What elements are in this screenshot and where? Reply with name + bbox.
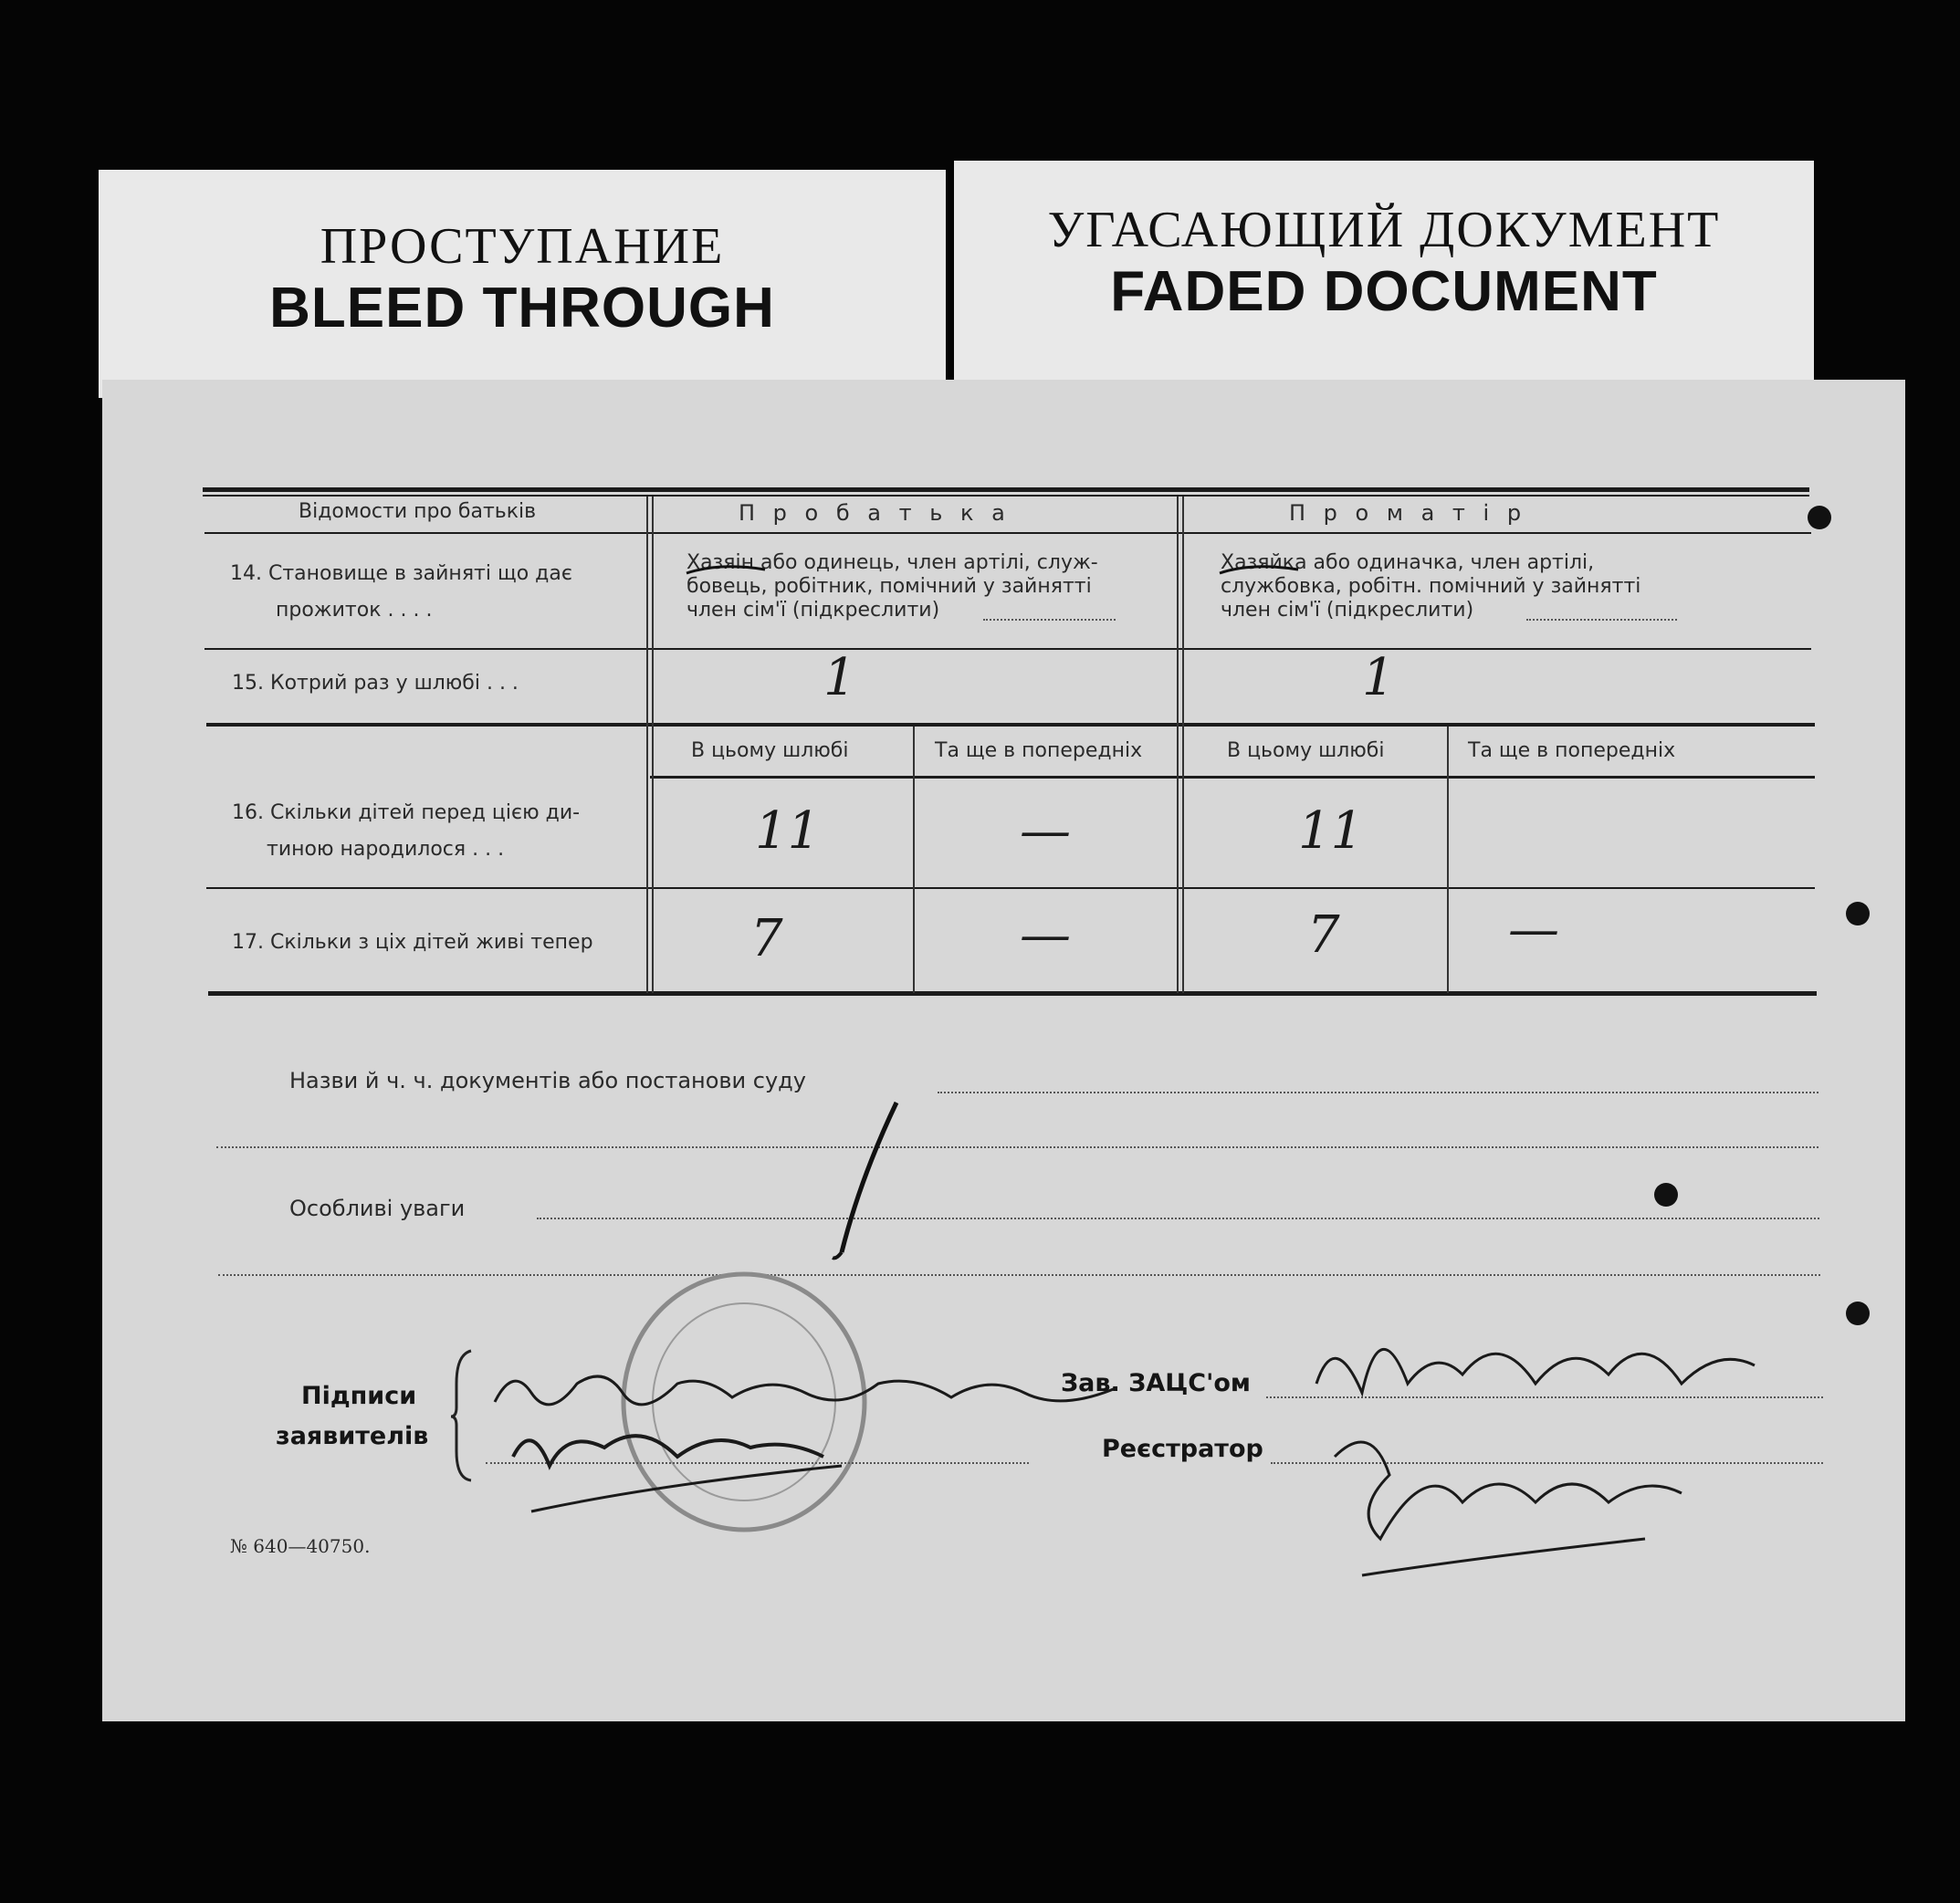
card-right-en: FADED DOCUMENT (1110, 260, 1658, 323)
header-about-father: П р о б а т ь к а (739, 500, 1011, 526)
registration-form-page (102, 380, 1905, 1721)
punch-hole (1846, 1302, 1870, 1325)
row14-label-cont: прожиток . . . . (276, 599, 433, 622)
subheader-father-previous: Та ще в попередніх (935, 739, 1143, 762)
handwritten-slash (823, 1088, 933, 1270)
punch-hole (1808, 506, 1831, 529)
faded-document-card (954, 161, 1814, 389)
row17-mother-this: 7 (1307, 905, 1340, 965)
row17-father-this: 7 (750, 909, 783, 968)
underline-mark (1216, 559, 1307, 595)
head-signature (1298, 1292, 1773, 1420)
row17-label: 17. Скільки з ціх дітей живі тепер (232, 931, 593, 954)
row14-mother-options: службовка, робітн. помічний у зайнятті (1221, 575, 1641, 598)
row14-label: 14. Становище в зайняті що дає (230, 562, 572, 585)
applicants-signatures-label: Підписи (301, 1382, 417, 1410)
registrar-label: Реєстратор (1102, 1435, 1263, 1463)
bracket (449, 1347, 477, 1484)
subheader-mother-previous: Та ще в попередніх (1468, 739, 1676, 762)
subheader-father-this-marriage: В цьому шлюбі (691, 739, 849, 762)
row16-label: 16. Скільки дітей перед цією ди- (232, 801, 581, 824)
row14-mother-options: Хазяйка або одиначка, член артілі, (1221, 551, 1595, 574)
row14-father-options: Хазяін або одинець, член артілі, служ- (687, 551, 1098, 574)
registry-head-label: Зав. ЗАЦС'ом (1061, 1369, 1251, 1397)
punch-hole (1846, 902, 1870, 925)
underline-mark (683, 559, 774, 595)
applicants-signatures-label-cont: заявителів (276, 1422, 429, 1450)
row16-father-prev: — (1020, 801, 1071, 861)
header-about-mother: П р о м а т і р (1289, 500, 1527, 526)
row14-father-options: член сім'ї (підкреслити) (687, 599, 940, 622)
header-parents-info: Відомости про батьків (299, 500, 537, 523)
card-left-en: BLEED THROUGH (269, 277, 775, 340)
row14-father-options: бовець, робітник, помічний у зайнятті (687, 575, 1092, 598)
remarks-label: Особливі уваги (289, 1196, 466, 1221)
bleed-through-card (99, 170, 946, 398)
row16-father-this: 11 (755, 801, 821, 861)
row15-mother-value: 1 (1362, 648, 1395, 707)
documents-label: Назви й ч. ч. документів або постанови суду (289, 1068, 806, 1093)
card-left-ru: ПРОСТУПАНИЕ (320, 218, 725, 275)
row17-mother-prev: — (1508, 900, 1559, 959)
row16-mother-this: 11 (1298, 801, 1364, 861)
row14-mother-options: член сім'ї (підкреслити) (1221, 599, 1474, 622)
row17-father-prev: — (1020, 905, 1071, 965)
applicant-signature (477, 1347, 1152, 1530)
punch-hole (1654, 1183, 1678, 1207)
registrar-signature (1298, 1402, 1773, 1584)
row15-label: 15. Котрий раз у шлюбі . . . (232, 672, 519, 695)
card-right-ru: УГАСАЮЩИЙ ДОКУМЕНТ (1047, 202, 1721, 258)
row16-label-cont: тиною народилося . . . (267, 838, 505, 861)
row15-father-value: 1 (823, 648, 856, 707)
form-number: № 640—40750. (230, 1535, 371, 1557)
subheader-mother-this-marriage: В цьому шлюбі (1227, 739, 1385, 762)
